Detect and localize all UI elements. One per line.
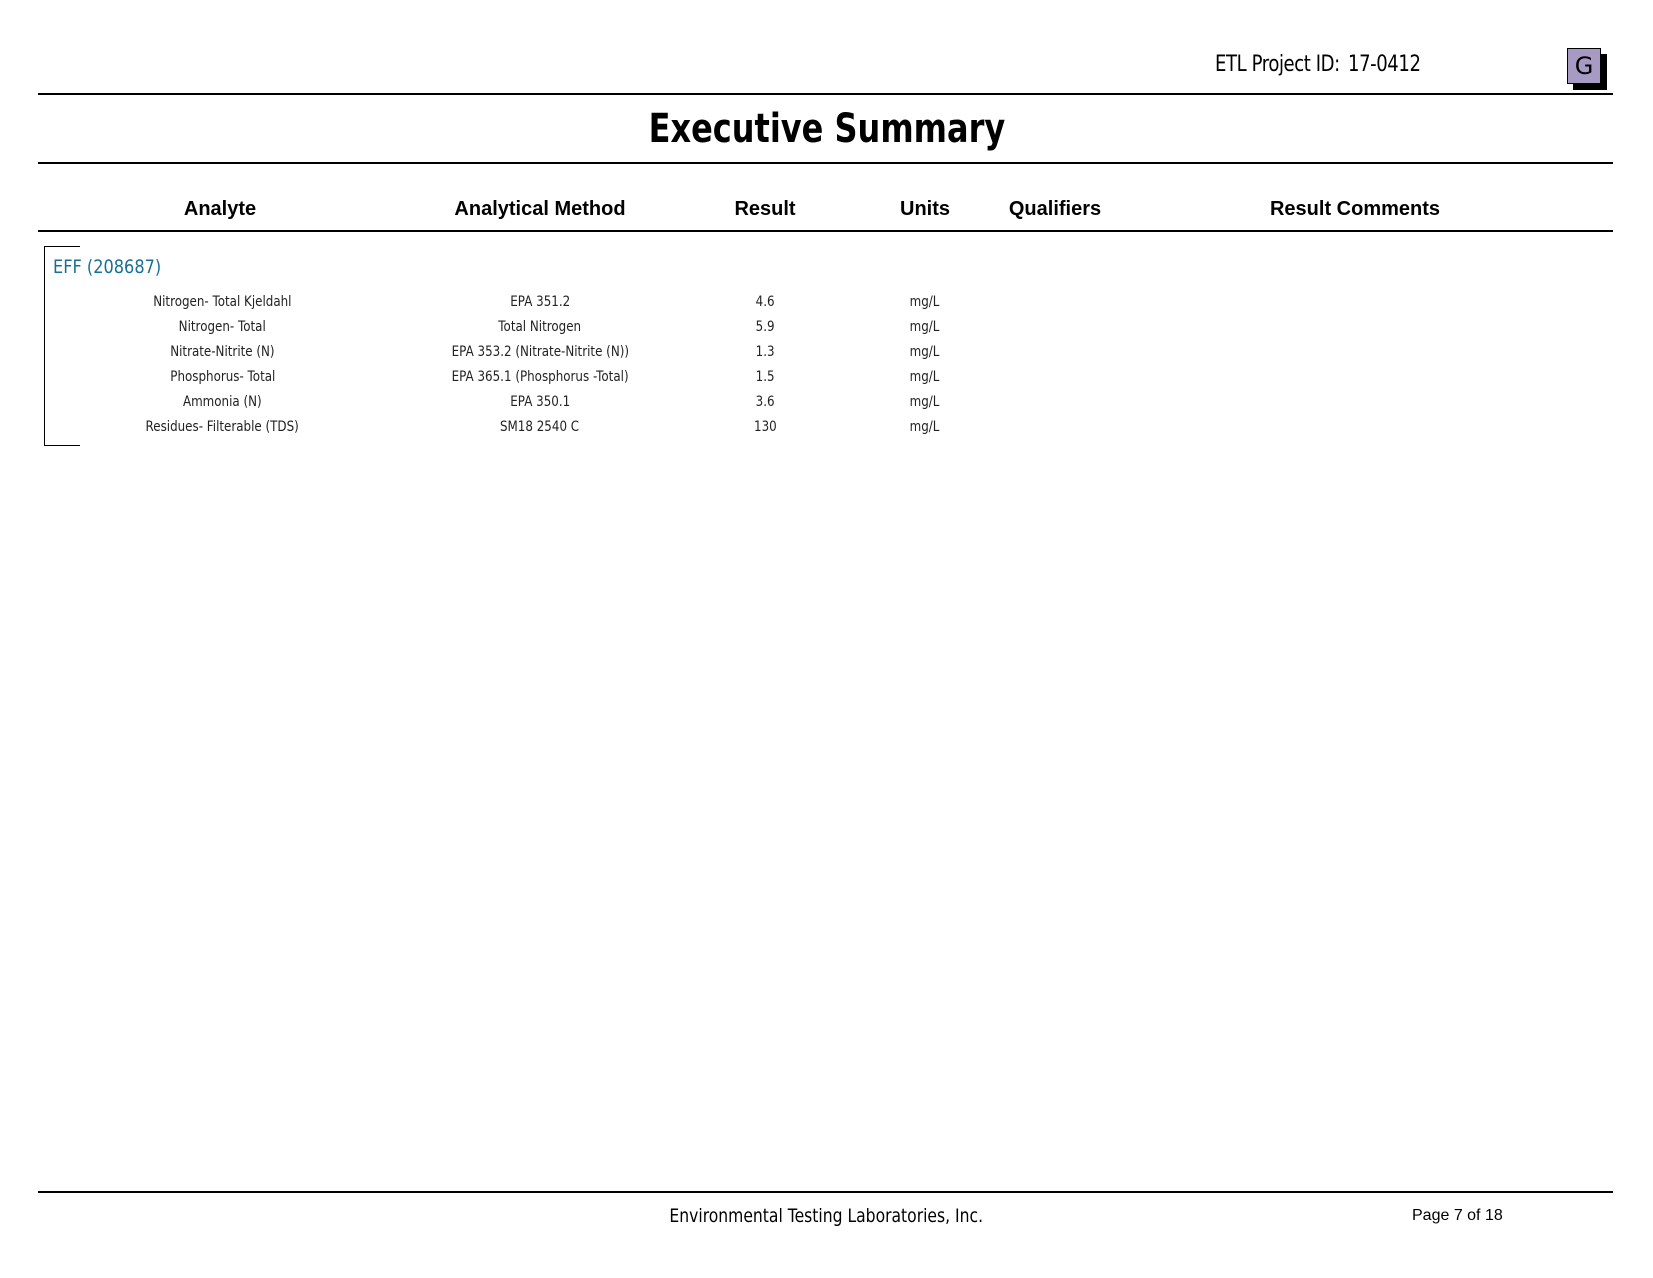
- analyte-cell: [100, 390, 345, 415]
- project-id-header: [1215, 52, 1421, 77]
- analyte-cell: [100, 415, 345, 440]
- units-text: mg/L: [910, 319, 940, 335]
- units-cell: [875, 315, 975, 340]
- units-text: mg/L: [910, 369, 940, 385]
- units-text: mg/L: [910, 394, 940, 410]
- column-header-rule: [38, 230, 1613, 232]
- page-number: Page 7 of 18: [1412, 1207, 1503, 1224]
- units-cell: [875, 365, 975, 390]
- analyte-cell: [100, 365, 345, 390]
- result-text: 5.9: [755, 319, 775, 335]
- result-cell: [715, 415, 815, 440]
- logo-letter: G: [1567, 48, 1601, 84]
- method-cell: [400, 315, 680, 340]
- project-id-label: ETL Project ID:: [1215, 52, 1340, 77]
- units-text: mg/L: [910, 344, 940, 360]
- method-cell: [400, 365, 680, 390]
- units-cell: [875, 415, 975, 440]
- method-text: EPA 353.2 (Nitrate-Nitrite (N)): [451, 344, 629, 360]
- method-cell: [400, 290, 680, 315]
- footer-lab-name-text: Environmental Testing Laboratories, Inc.: [669, 1205, 984, 1227]
- units-cell: [875, 390, 975, 415]
- analyte-text: Nitrogen- Total: [178, 319, 267, 335]
- table-row: [0, 290, 1653, 315]
- result-cell: [715, 340, 815, 365]
- units-text: mg/L: [910, 294, 940, 310]
- result-cell: [715, 290, 815, 315]
- table-row: [0, 315, 1653, 340]
- page-title: [0, 106, 1653, 152]
- method-cell: [400, 390, 680, 415]
- analyte-text: Nitrogen- Total Kjeldahl: [153, 294, 292, 310]
- analyte-cell: [100, 290, 345, 315]
- column-header-result: Result: [734, 198, 796, 220]
- analyte-text: Nitrate-Nitrite (N): [170, 344, 275, 360]
- units-cell: [875, 290, 975, 315]
- method-text: Total Nitrogen: [498, 319, 582, 335]
- analyte-text: Phosphorus- Total: [169, 369, 276, 385]
- analyte-text: Residues- Filterable (TDS): [145, 419, 300, 435]
- method-text: EPA 350.1: [510, 394, 570, 410]
- footer-rule: [38, 1191, 1613, 1193]
- result-cell: [715, 365, 815, 390]
- result-cell: [715, 315, 815, 340]
- header-rule: [38, 93, 1613, 95]
- column-header-comments: Result Comments: [1269, 198, 1441, 220]
- method-cell: [400, 415, 680, 440]
- table-row: [0, 340, 1653, 365]
- units-text: mg/L: [910, 419, 940, 435]
- table-row: [0, 365, 1653, 390]
- sample-id: EFF (208687): [53, 256, 162, 278]
- table-row: [0, 390, 1653, 415]
- logo: [1567, 48, 1603, 86]
- column-header-qualifiers: Qualifiers: [1008, 198, 1102, 220]
- result-text: 1.3: [755, 344, 775, 360]
- column-header-units: Units: [900, 198, 950, 220]
- method-cell: [400, 340, 680, 365]
- result-text: 130: [753, 419, 777, 435]
- analyte-cell: [100, 340, 345, 365]
- project-id-value: 17-0412: [1348, 52, 1421, 77]
- page-title-text: Executive Summary: [648, 106, 1005, 152]
- units-cell: [875, 340, 975, 365]
- footer-lab-name: [0, 1205, 1653, 1227]
- method-text: EPA 365.1 (Phosphorus -Total): [451, 369, 629, 385]
- column-header-analyte: Analyte: [183, 198, 257, 220]
- result-text: 4.6: [755, 294, 775, 310]
- method-text: SM18 2540 C: [500, 419, 580, 435]
- title-rule: [38, 162, 1613, 164]
- result-text: 1.5: [755, 369, 775, 385]
- analyte-text: Ammonia (N): [183, 394, 262, 410]
- result-cell: [715, 390, 815, 415]
- analyte-cell: [100, 315, 345, 340]
- method-text: EPA 351.2: [510, 294, 570, 310]
- column-header-method: Analytical Method: [454, 198, 626, 220]
- result-text: 3.6: [755, 394, 775, 410]
- table-row: [0, 415, 1653, 440]
- results-table: [0, 290, 1653, 440]
